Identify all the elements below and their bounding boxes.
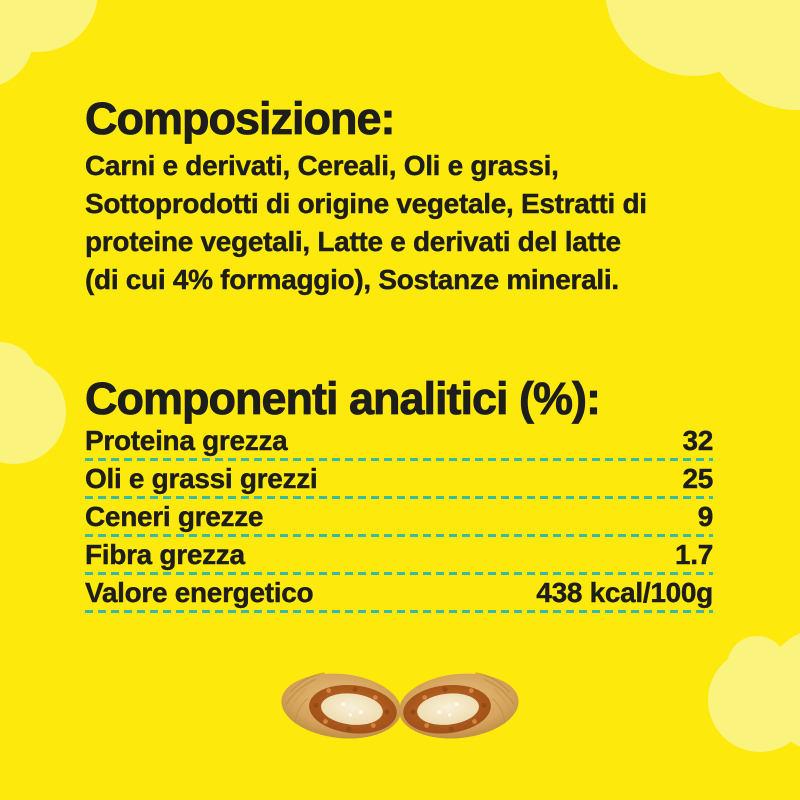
table-row — [85, 576, 713, 613]
table-row — [85, 538, 713, 575]
row-label: Valore energetico — [85, 577, 314, 608]
row-label: Fibra grezza — [85, 539, 245, 570]
composition-line: Carni e derivati, Cereali, Oli e grassi, — [85, 150, 559, 181]
row-value: 9 — [697, 501, 713, 532]
row-value: 438 kcal/100g — [536, 577, 713, 608]
row-value: 32 — [682, 425, 713, 456]
cloud-bottom-right-icon — [708, 628, 800, 752]
composition-line: (di cui 4% formaggio), Sostanze minerali. — [85, 264, 619, 295]
cloud-top-left-icon — [0, 0, 98, 88]
treat-right-half — [396, 668, 521, 744]
dashed-divider — [85, 534, 713, 537]
treat-halves-illustration — [279, 662, 521, 754]
cloud-top-right-icon — [605, 0, 800, 110]
row-label: Proteina grezza — [85, 425, 288, 456]
table-row — [85, 424, 713, 461]
dashed-divider — [85, 496, 713, 499]
composition-body — [85, 147, 745, 299]
composition-line: proteine vegetali, Latte e derivati del latte — [85, 226, 621, 257]
row-label: Oli e grassi grezzi — [85, 463, 318, 494]
composition-heading: Composizione: — [85, 93, 395, 145]
row-label: Ceneri grezze — [85, 501, 264, 532]
table-row — [85, 462, 713, 499]
composition-line: Sottoprodotti di origine vegetale, Estratti di — [85, 188, 647, 219]
cloud-left-middle-icon — [0, 342, 66, 464]
analytical-components-table — [85, 424, 713, 614]
dashed-divider — [85, 610, 713, 613]
dashed-divider — [85, 572, 713, 575]
row-value: 1.7 — [674, 539, 713, 570]
row-value: 25 — [682, 463, 713, 494]
table-row — [85, 500, 713, 537]
treat-left-half — [279, 668, 404, 744]
dashed-divider — [85, 458, 713, 461]
analytical-components-heading: Componenti analitici (%): — [85, 373, 600, 425]
